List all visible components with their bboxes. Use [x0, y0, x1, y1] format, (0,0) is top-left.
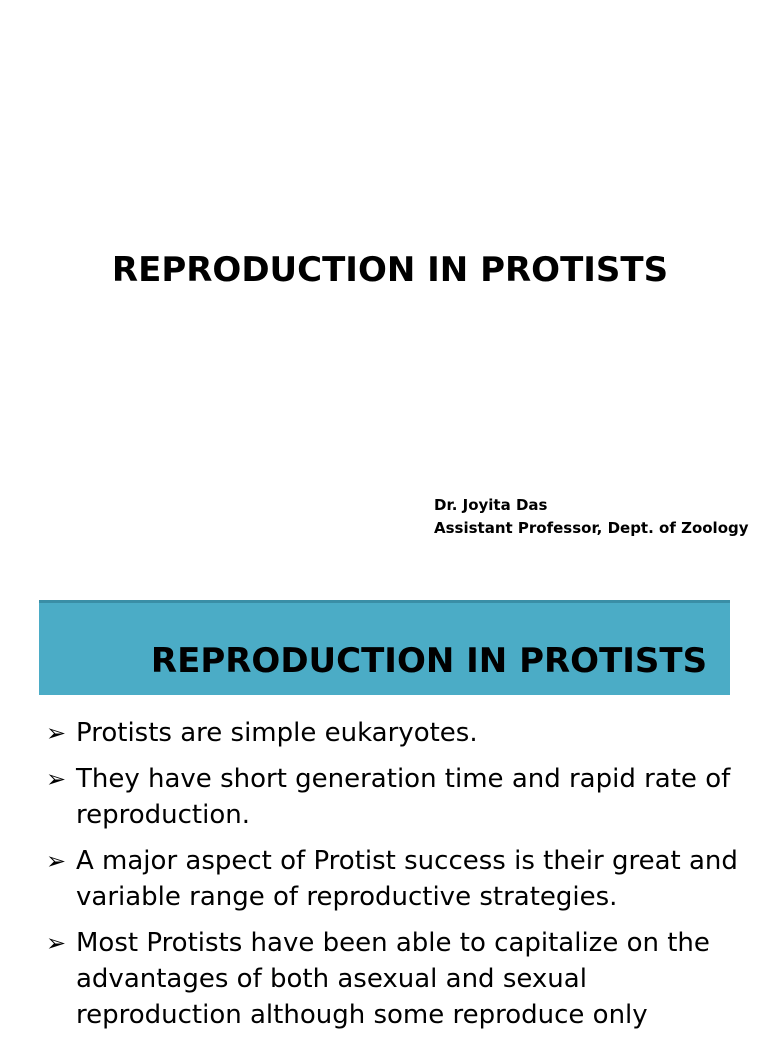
list-item — [46, 925, 746, 1033]
arrow-bullet-icon: ➢ — [46, 765, 67, 793]
bullet-list — [46, 715, 746, 1043]
slide-title: REPRODUCTION IN PROTISTS — [111, 250, 669, 290]
bullet-text: Protists are simple eukaryotes. — [76, 718, 478, 748]
bullet-text: A major aspect of Protist success is their great and variable range of reproductive strategies. — [76, 846, 738, 912]
author-name: Dr. Joyita Das — [434, 496, 548, 514]
list-item — [46, 715, 746, 751]
bullet-text: Most Protists have been able to capitalize on the advantages of both asexual and sexual reproduction although some reproduce only — [76, 928, 710, 1030]
content-slide — [0, 588, 768, 1030]
arrow-bullet-icon: ➢ — [46, 929, 67, 957]
list-item — [46, 761, 746, 833]
bullet-text: They have short generation time and rapid rate of reproduction. — [76, 764, 731, 830]
author-block — [434, 494, 749, 540]
arrow-bullet-icon: ➢ — [46, 847, 67, 875]
slide-header-title: REPRODUCTION IN PROTISTS — [150, 641, 708, 681]
slide-header-banner — [39, 600, 730, 695]
author-position: Assistant Professor, Dept. of Zoology — [434, 519, 749, 537]
arrow-bullet-icon: ➢ — [46, 719, 67, 747]
list-item — [46, 843, 746, 915]
